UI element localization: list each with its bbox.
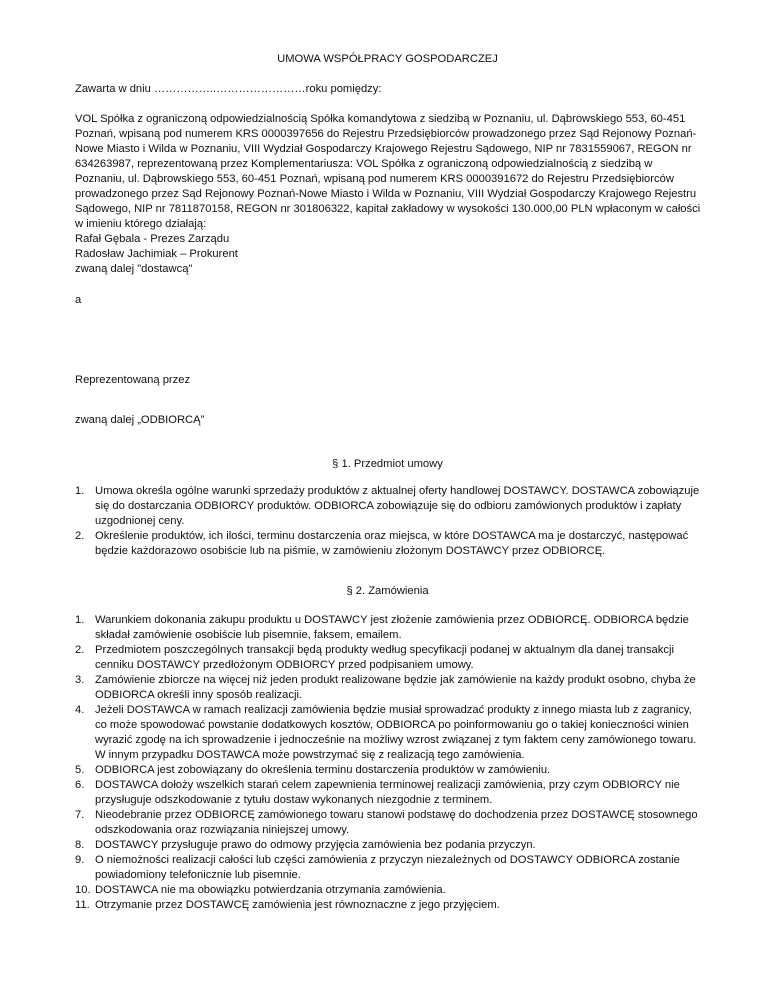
- supplier-rep-1: Rafał Gębala - Prezes Zarządu: [75, 233, 230, 245]
- section-1-heading: § 1. Przedmiot umowy: [332, 458, 443, 470]
- section-1-list: [75, 484, 700, 559]
- and-word: a: [75, 294, 82, 306]
- supplier-block: [75, 112, 705, 277]
- list-item: 11. Otrzymanie przez DOSTAWCĘ zamówienia jest równoznaczne z jego przyjęciem.: [75, 899, 500, 911]
- list-item: 5. ODBIORCA jest zobowiązany do określenia terminu dostarczenia produktów w zamówieniu.: [75, 764, 551, 776]
- list-item: 9. O niemożności realizacji całości lub części zamówienia z przyczyn niezależnych od DOSTAWCY ODBIORCA zostanie powiadomiony telefonicznie lub pisemnie.: [75, 854, 680, 881]
- list-item-text: Umowa określa ogólne warunki sprzedaży produktów z aktualnej oferty handlowej DOSTAWCY. DOSTAWCA zobowiązuje się do dostarczania ODBIORCY produktów. ODBIORCA zobowiązuje się do odbioru zamówionych produktów i zapłaty uzgodnionej ceny.: [95, 485, 700, 527]
- represented-by: Reprezentowaną przez: [75, 374, 191, 386]
- list-item-text: Określenie produktów, ich ilości, terminu dostarczenia oraz miejsca, w które DOSTAWCA ma je dostarczyć, następować będzie każdorazowo osobiście lub na piśmie, w zamówieniu złożonym DOSTAWCY przez ODBIORCĘ.: [95, 530, 689, 557]
- supplier-description: VOL Spółka z ograniczoną odpowiedzialnością Spółka komandytowa z siedzibą w Poznaniu, ul. Dąbrowskiego 553, 60-451 Poznań, wpisaną pod numerem KRS 0000397656 do Rejestru Przedsiębiorców prowadzonego przez Sąd Rejonowy Poznań-Nowe Miasto i Wilda w Poznaniu, VIII Wydział Gospodarczy Krajowego Rejestru Sądowego, NIP nr 7831559067, REGON nr 634263987, reprezentowaną przez Komplementariusza: VOL Spółka z ograniczoną odpowiedzialnością z siedzibą w Poznaniu, ul. Dąbrowskiego 553, 60-451 Poznań, wpisaną pod numerem KRS 0000391672 do Rejestru Przedsiębiorców prowadzonego przez Sąd Rejonowy Poznań-Nowe Miasto i Wilda w Poznaniu, VIII Wydział Gospodarczy Krajowego Rejestru Sądowego, NIP nr 7811870158, REGON nr 301806322, kapitał zakładowy w wysokości 130.000,00 PLN wpłaconym w całości w imieniu którego działają:: [75, 113, 701, 230]
- list-item: 10. DOSTAWCA nie ma obowiązku potwierdzania otrzymania zamówienia.: [75, 884, 446, 896]
- concluded-line: Zawarta w dniu ……………..……………………roku pomiędzy:: [75, 83, 382, 95]
- list-item: 1. Warunkiem dokonania zakupu produktu u DOSTAWCY jest złożenie zamówienia przez ODBIORCĘ. ODBIORCA będzie składał zamówienie osobiście lub pisemnie, faksem, emailem.: [75, 614, 689, 641]
- list-item-text: DOSTAWCY przysługuje prawo do odmowy przyjęcia zamówienia bez podania przyczyn.: [95, 839, 536, 851]
- list-item: 8. DOSTAWCY przysługuje prawo do odmowy przyjęcia zamówienia bez podania przyczyn.: [75, 839, 536, 851]
- list-item: 4. Jeżeli DOSTAWCA w ramach realizacji zamówienia będzie musiał sprowadzać produkty z innego miasta lub z zagranicy, co może spowodować powstanie dodatkowych kosztów, ODBIORCA po poinformowaniu go o takiej konieczności winien wyrazić zgodę na ich sprowadzenie i jednocześnie na możliwy wzrost związanej z tym faktem ceny zamówionego towaru. W innym przypadku DOSTAWCA może powstrzymać się z realizacją tego zamówienia.: [75, 704, 697, 761]
- list-item-text: ODBIORCA jest zobowiązany do określenia terminu dostarczenia produktów w zamówieniu.: [95, 764, 551, 776]
- list-item-text: Otrzymanie przez DOSTAWCĘ zamówienia jest równoznaczne z jego przyjęciem.: [95, 899, 500, 911]
- list-item: 1. Umowa określa ogólne warunki sprzedaży produktów z aktualnej oferty handlowej DOSTAWCY. DOSTAWCA zobowiązuje się do dostarczania ODBIORCY produktów. ODBIORCA zobowiązuje się do odbioru zamówionych produktów i zapłaty uzgodnionej ceny.: [75, 485, 700, 527]
- list-item-text: Przedmiotem poszczególnych transakcji będą produkty według specyfikacji podanej w aktualnym dla danej transakcji cenniku DOSTAWCY przedłożonym ODBIORCY przed podpisaniem umowy.: [95, 644, 674, 671]
- list-item-text: Warunkiem dokonania zakupu produktu u DOSTAWCY jest złożenie zamówienia przez ODBIORCĘ. ODBIORCA będzie składał zamówienie osobiście lub pisemnie, faksem, emailem.: [95, 614, 689, 641]
- list-item-text: Zamówienie zbiorcze na więcej niż jeden produkt realizowane będzie jak zamówienie na każdy produkt osobno, chyba że ODBIORCA określi inny sposób realizacji.: [95, 674, 696, 701]
- list-item-text: DOSTAWCA dołoży wszelkich starań celem zapewnienia terminowej realizacji zamówienia, przy czym ODBIORCY nie przysługuje odszkodowanie z tytułu dostaw wykonanych niezgodnie z terminem.: [95, 779, 680, 806]
- section-2-list: [75, 613, 700, 913]
- list-item: 2. Określenie produktów, ich ilości, terminu dostarczenia oraz miejsca, w które DOSTAWCA ma je dostarczyć, następować będzie każdorazowo osobiście lub na piśmie, w zamówieniu złożonym DOSTAWCY przez ODBIORCĘ.: [75, 530, 689, 557]
- list-item-text: DOSTAWCA nie ma obowiązku potwierdzania otrzymania zamówienia.: [95, 884, 446, 896]
- document-title: UMOWA WSPÓŁPRACY GOSPODARCZEJ: [277, 53, 498, 65]
- list-item-text: O niemożności realizacji całości lub części zamówienia z przyczyn niezależnych od DOSTAWCY ODBIORCA zostanie powiadomiony telefonicznie lub pisemnie.: [95, 854, 680, 881]
- list-item-text: Jeżeli DOSTAWCA w ramach realizacji zamówienia będzie musiał sprowadzać produkty z innego miasta lub z zagranicy, co może spowodować powstanie dodatkowych kosztów, ODBIORCA po poinformowaniu go o takiej konieczności winien wyrazić zgodę na ich sprowadzenie i jednocześnie na możliwy wzrost związanej z tym faktem ceny zamówionego towaru. W innym przypadku DOSTAWCA może powstrzymać się z realizacją tego zamówienia.: [95, 704, 697, 761]
- supplier-rep-2: Radosław Jachimiak – Prokurent: [75, 248, 238, 260]
- list-item-text: Nieodebranie przez ODBIORCĘ zamówionego towaru stanowi podstawę do dochodzenia przez DOSTAWCĘ stosownego odszkodowania oraz rozwiązania niniejszej umowy.: [95, 809, 698, 836]
- list-item: 3. Zamówienie zbiorcze na więcej niż jeden produkt realizowane będzie jak zamówienie na każdy produkt osobno, chyba że ODBIORCA określi inny sposób realizacji.: [75, 674, 696, 701]
- list-item: 2. Przedmiotem poszczególnych transakcji będą produkty według specyfikacji podanej w aktualnym dla danej transakcji cenniku DOSTAWCY przedłożonym ODBIORCY przed podpisaniem umowy.: [75, 644, 674, 671]
- list-item: 6. DOSTAWCA dołoży wszelkich starań celem zapewnienia terminowej realizacji zamówienia, przy czym ODBIORCY nie przysługuje odszkodowanie z tytułu dostaw wykonanych niezgodnie z terminem.: [75, 779, 680, 806]
- section-2-heading: § 2. Zamówienia: [346, 585, 429, 597]
- list-item: 7. Nieodebranie przez ODBIORCĘ zamówionego towaru stanowi podstawę do dochodzenia przez DOSTAWCĘ stosownego odszkodowania oraz rozwiązania niniejszej umowy.: [75, 809, 698, 836]
- supplier-called: zwaną dalej "dostawcą": [75, 263, 193, 275]
- recipient-called: zwaną dalej „ODBIORCĄ”: [75, 414, 205, 426]
